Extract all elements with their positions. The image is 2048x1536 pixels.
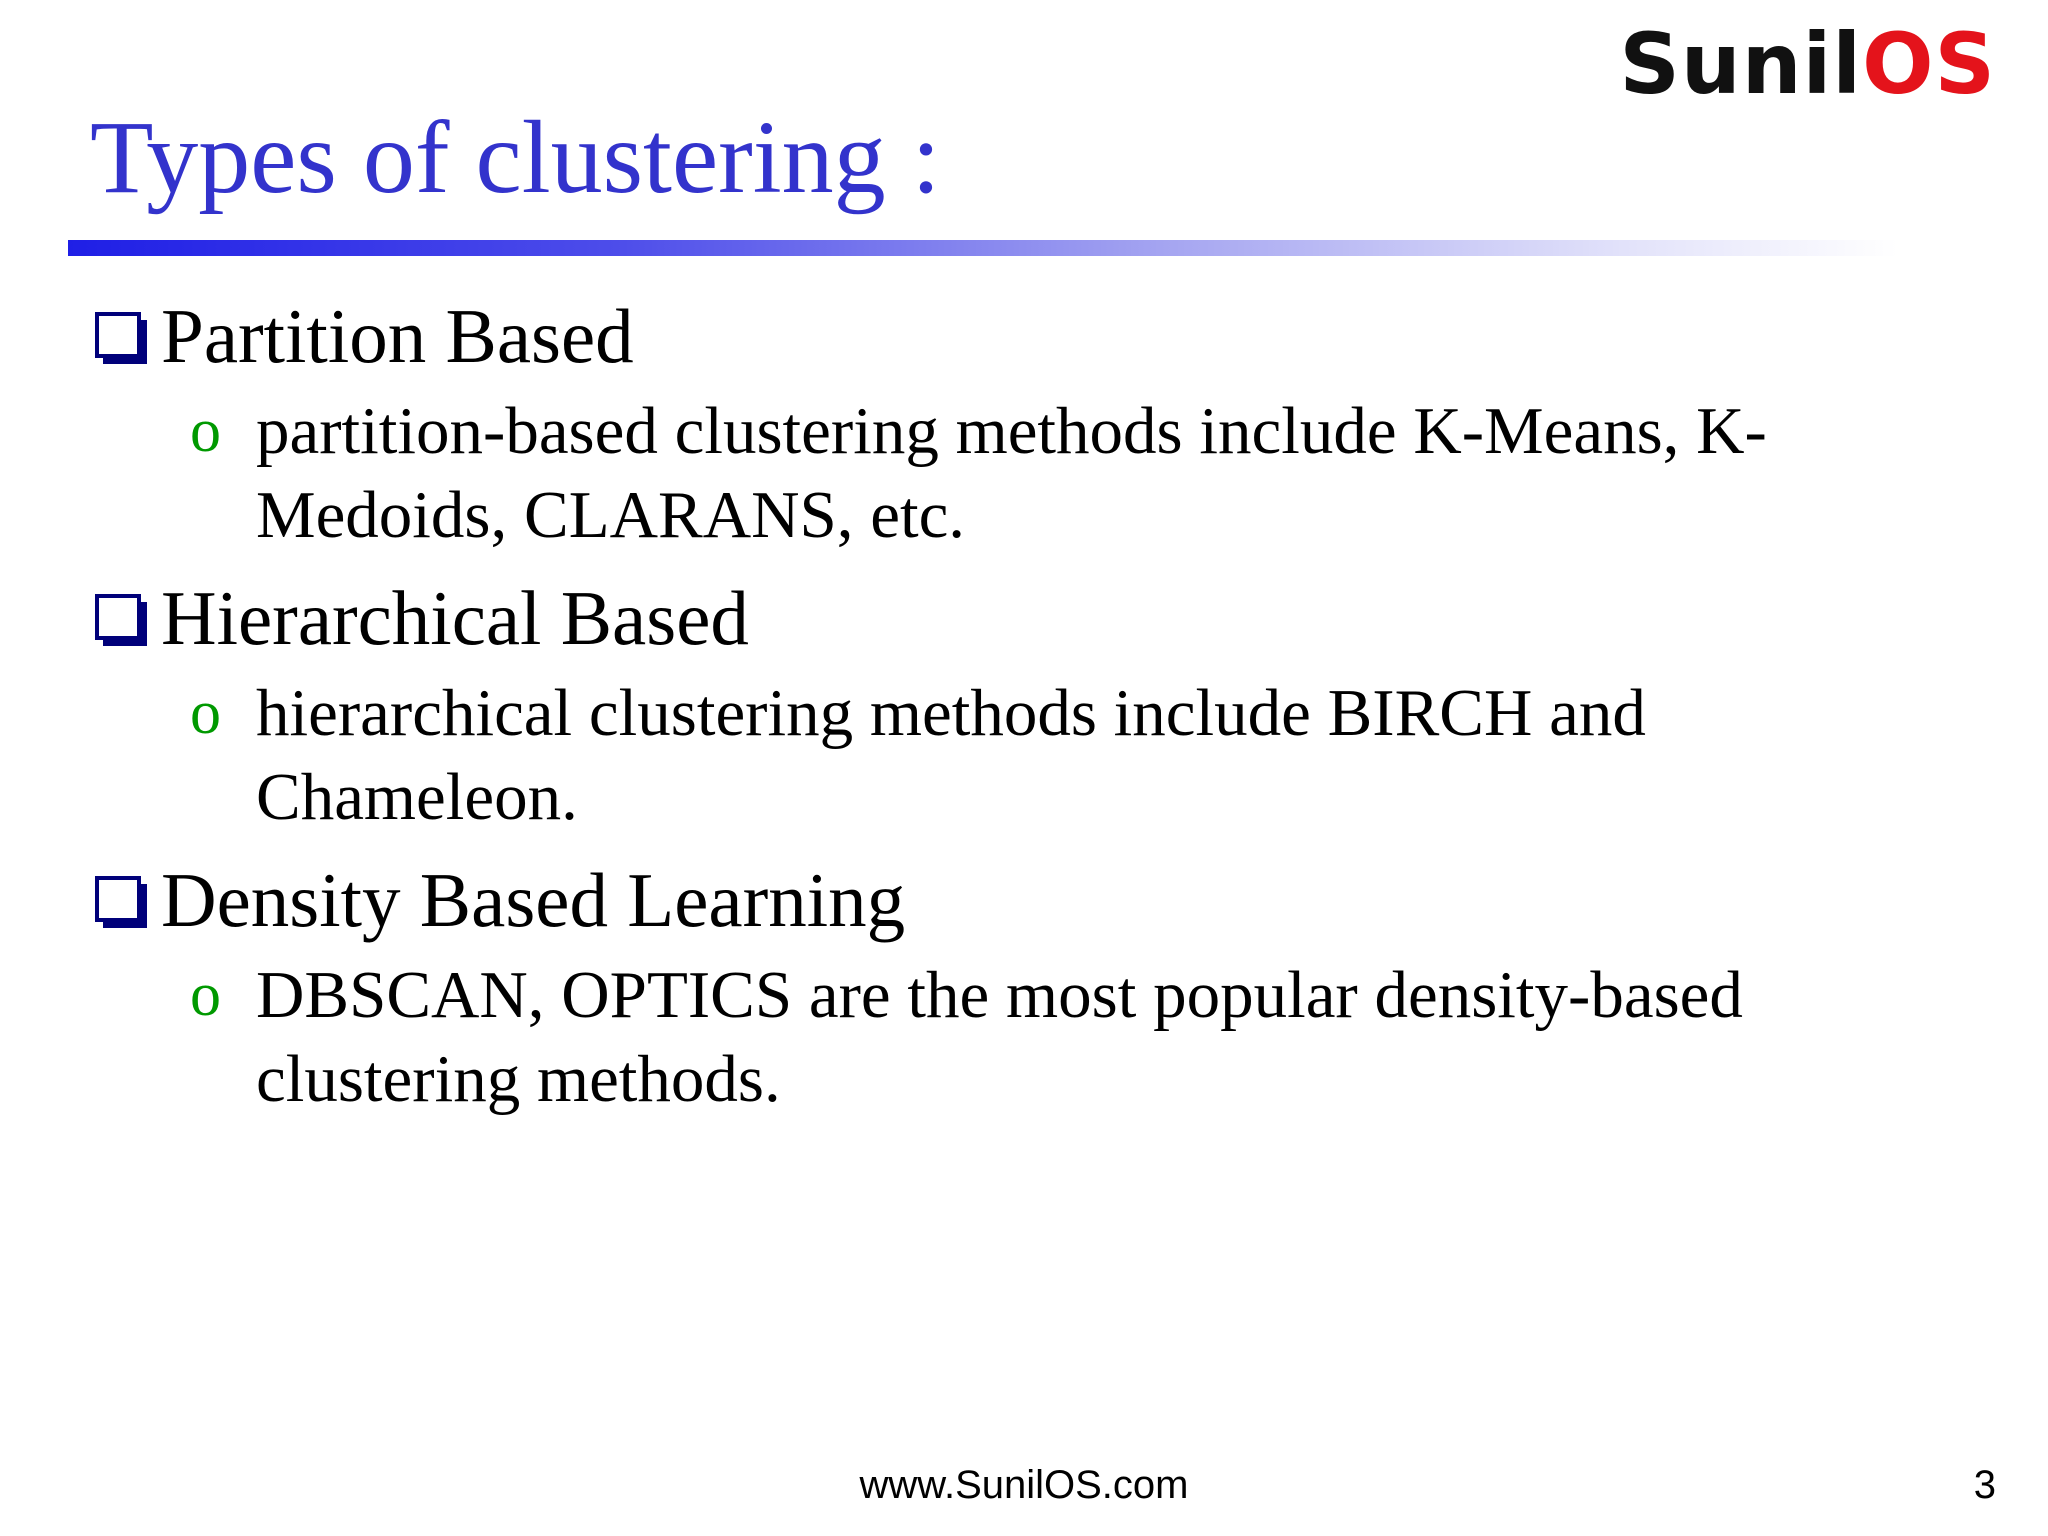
- sub-bullet-text: DBSCAN, OPTICS are the most popular density-based clustering methods.: [256, 958, 1743, 1116]
- bullet-heading: Hierarchical Based: [161, 574, 749, 661]
- page-number: 3: [1973, 1463, 1996, 1507]
- bullet-density-based-learning: [95, 854, 1965, 946]
- sub-bullet-partition-based: [190, 390, 1965, 558]
- slide-title: Types of clustering :: [90, 100, 941, 215]
- logo-text-os: OS: [1862, 15, 1996, 113]
- bullet-partition-based: [95, 290, 1965, 382]
- bullet-list: [95, 290, 1965, 1136]
- square-bullet-icon: [95, 876, 145, 926]
- bullet-heading: Density Based Learning: [161, 856, 906, 943]
- sub-bullet-density-based-learning: [190, 954, 1965, 1122]
- square-bullet-icon: [95, 594, 145, 644]
- circle-bullet-icon: o: [190, 679, 221, 748]
- sub-bullet-text: partition-based clustering methods include K-Means, K-Medoids, CLARANS, etc.: [256, 394, 1767, 553]
- circle-bullet-icon: o: [190, 961, 221, 1030]
- bullet-heading: Partition Based: [161, 293, 634, 379]
- title-underline-bar: [68, 240, 1898, 256]
- sunilos-logo: [1619, 15, 1996, 113]
- square-bullet-icon: [95, 312, 145, 362]
- logo-text-sunil: Sunil: [1619, 15, 1863, 113]
- bullet-hierarchical-based: [95, 572, 1965, 664]
- sub-bullet-text: hierarchical clustering methods include BIRCH and Chameleon.: [256, 676, 1646, 835]
- sub-bullet-hierarchical-based: [190, 672, 1965, 840]
- circle-bullet-icon: o: [190, 397, 221, 466]
- footer-url: www.SunilOS.com: [859, 1463, 1189, 1507]
